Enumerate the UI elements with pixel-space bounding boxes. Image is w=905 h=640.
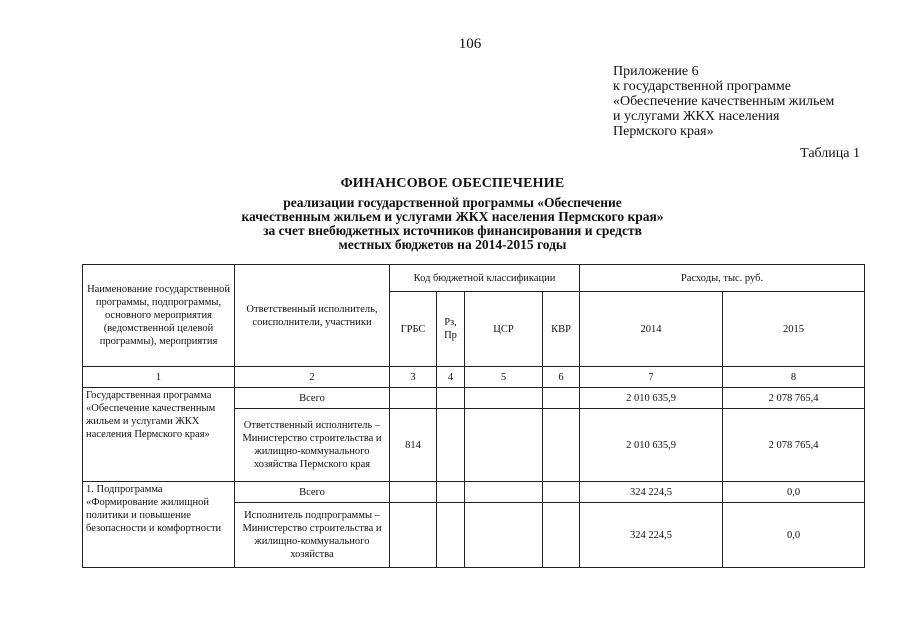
header-grbs: ГРБС: [390, 292, 437, 367]
document-subtitle: [0, 196, 905, 252]
page-number: 106: [458, 36, 482, 52]
appendix-line: Пермского края»: [613, 124, 714, 139]
grbs-cell: 814: [390, 409, 437, 482]
column-number: 3: [390, 367, 437, 388]
kvr-cell: [543, 388, 580, 409]
table-label: Таблица 1: [800, 146, 860, 161]
csr-cell: [465, 388, 543, 409]
header-csr: ЦСР: [465, 292, 543, 367]
column-number: 6: [543, 367, 580, 388]
subtitle-line: реализации государственной программы «Обеспечение: [283, 195, 622, 210]
financing-table: [82, 264, 865, 568]
header-row: [83, 265, 865, 292]
grbs-cell: [390, 388, 437, 409]
appendix-line: к государственной программе: [613, 79, 791, 94]
header-budget-code: Код бюджетной классификации: [390, 265, 580, 292]
column-number: 2: [235, 367, 390, 388]
table-row: [83, 482, 865, 503]
table-row: [83, 388, 865, 409]
kvr-cell: [543, 409, 580, 482]
header-year-2014: 2014: [580, 292, 723, 367]
amount-2015-cell: 2 078 765,4: [723, 388, 865, 409]
appendix-line: Приложение 6: [613, 64, 699, 79]
subtitle-line: местных бюджетов на 2014-2015 годы: [338, 237, 567, 252]
grbs-cell: [390, 482, 437, 503]
column-number: 5: [465, 367, 543, 388]
csr-cell: [465, 503, 543, 568]
amount-2015-cell: 0,0: [723, 482, 865, 503]
column-number: 4: [437, 367, 465, 388]
header-kvr: КВР: [543, 292, 580, 367]
appendix-line: и услугами ЖКХ населения: [613, 109, 780, 124]
subprogram-name: 1. Подпрограмма «Формирование жилищной политики и повышение безопасности и комфортности: [83, 482, 235, 568]
rz-pr-cell: [437, 409, 465, 482]
header-rz-pr: Рз, Пр: [437, 292, 465, 367]
kvr-cell: [543, 482, 580, 503]
amount-2015-cell: 2 078 765,4: [723, 409, 865, 482]
header-name: Наименование государственной программы, подпрограммы, основного мероприятия (ведомственной целевой программы), мероприятия: [83, 265, 235, 367]
appendix-line: «Обеспечение качественным жильем: [613, 94, 835, 109]
amount-2014-cell: 2 010 635,9: [580, 388, 723, 409]
amount-2014-cell: 324 224,5: [580, 482, 723, 503]
appendix-note: [613, 64, 893, 139]
rz-pr-cell: [437, 482, 465, 503]
executor-cell: Исполнитель подпрограммы – Министерство строительства и жилищно-коммунального хозяйства: [235, 503, 390, 568]
rz-pr-cell: [437, 388, 465, 409]
csr-cell: [465, 409, 543, 482]
executor-cell: Ответственный исполнитель – Министерство строительства и жилищно-коммунального хозяйства Пермского края: [235, 409, 390, 482]
subtitle-line: за счет внебюджетных источников финансирования и средств: [263, 223, 642, 238]
executor-cell: Всего: [235, 388, 390, 409]
grbs-cell: [390, 503, 437, 568]
column-number: 1: [83, 367, 235, 388]
amount-2014-cell: 324 224,5: [580, 503, 723, 568]
rz-pr-cell: [437, 503, 465, 568]
header-expenses: Расходы, тыс. руб.: [580, 265, 865, 292]
csr-cell: [465, 482, 543, 503]
document-title: ФИНАНСОВОЕ ОБЕСПЕЧЕНИЕ: [340, 176, 565, 191]
header-year-2015: 2015: [723, 292, 865, 367]
column-number-row: [83, 367, 865, 388]
kvr-cell: [543, 503, 580, 568]
column-number: 7: [580, 367, 723, 388]
header-executor: Ответственный исполнитель, соисполнители, участники: [235, 265, 390, 367]
program-name: Государственная программа «Обеспечение качественным жильем и услугами ЖКХ населения Пермского края»: [83, 388, 235, 482]
amount-2015-cell: 0,0: [723, 503, 865, 568]
executor-cell: Всего: [235, 482, 390, 503]
subtitle-line: качественным жильем и услугами ЖКХ населения Пермского края»: [241, 209, 664, 224]
amount-2014-cell: 2 010 635,9: [580, 409, 723, 482]
column-number: 8: [723, 367, 865, 388]
